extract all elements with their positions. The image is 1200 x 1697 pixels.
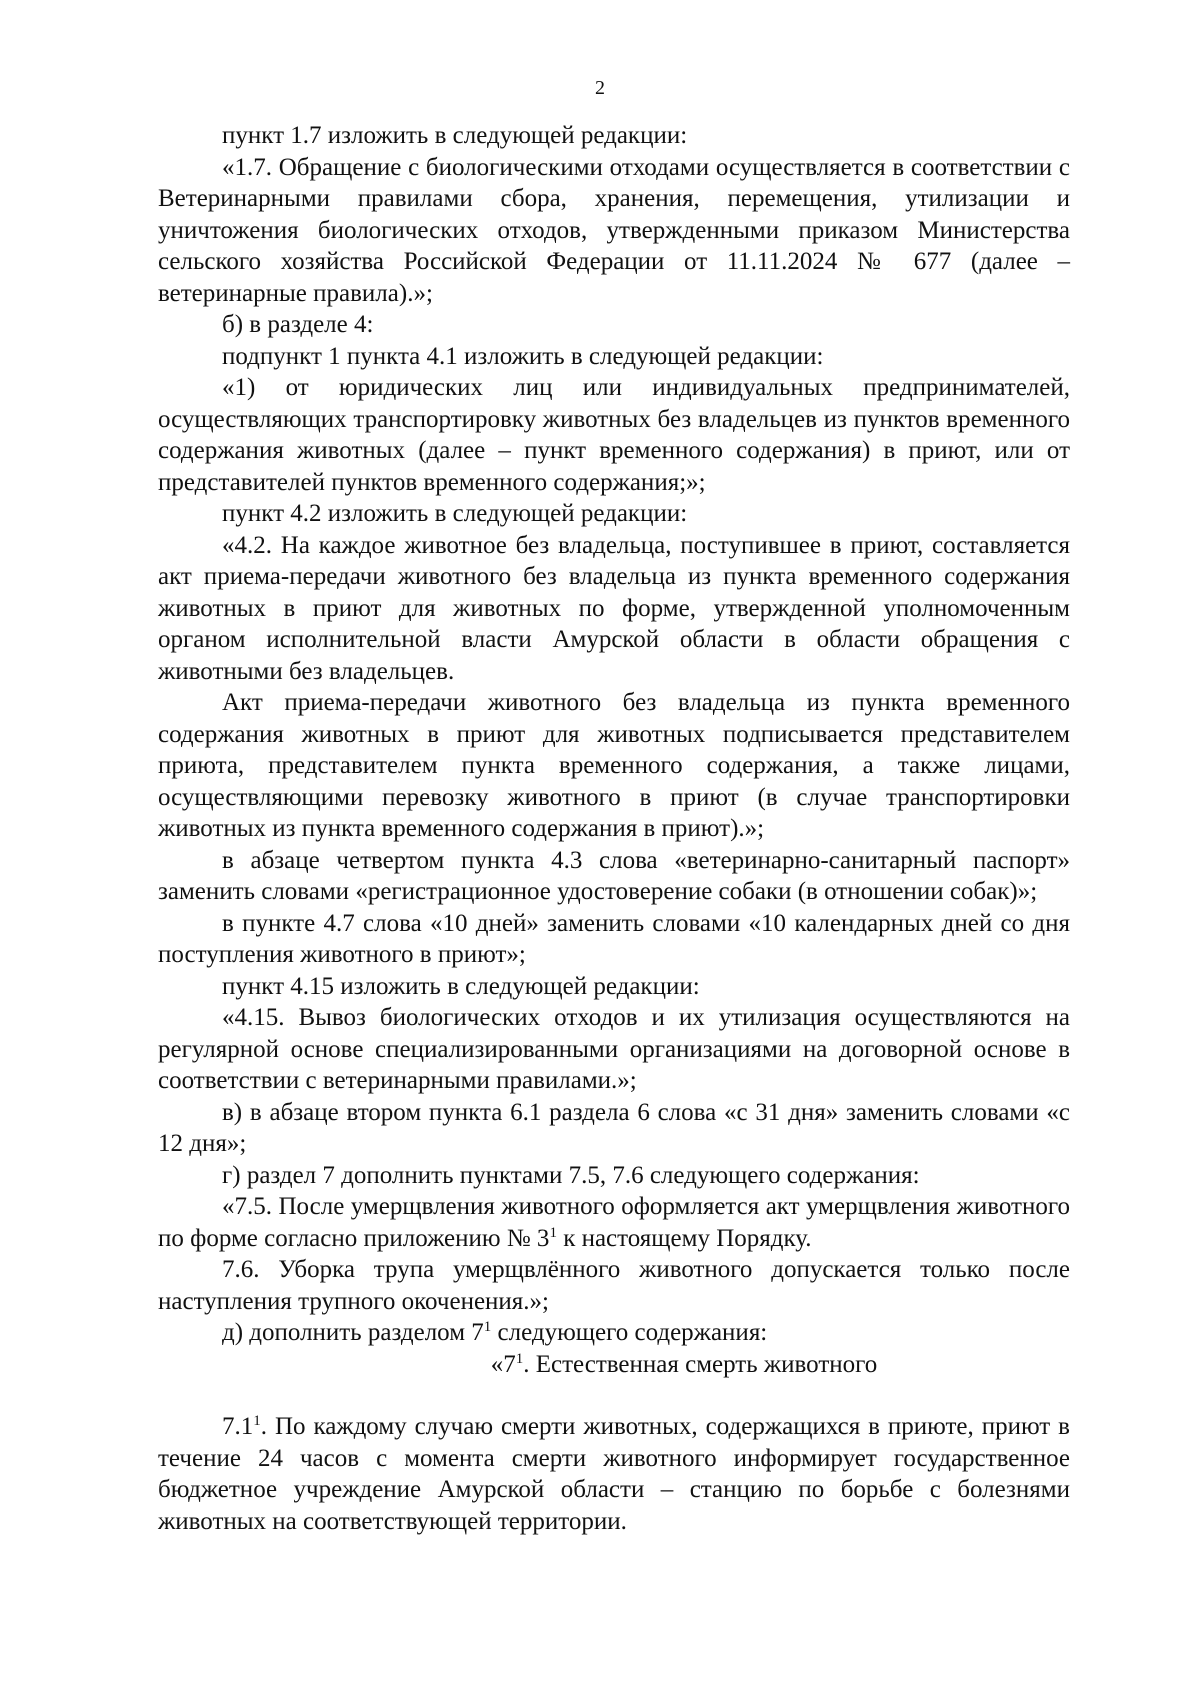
page-number: 2 [595, 77, 605, 99]
paragraph: пункт 4.2 изложить в следующей редакции: [222, 500, 688, 527]
paragraph: пункт 4.15 изложить в следующей редакции: [222, 972, 700, 1000]
paragraph-text: «7.5. После умерщвления животного оформляется акт умерщвления животного по форме согласно приложению № 3 [158, 1193, 1070, 1252]
paragraph: «1.7. Обращение с биологическими отходами осуществляется в соответствии с Ветеринарными правилами сбора, хранения, перемещения, утилизации и уничтожения биологических отходов, утвержденными приказом Министерства сельского хозяйства Российской Федерации от 11.11.2024 № 677 (далее – ветеринарные правила).»; [158, 153, 1070, 307]
paragraph: «4.2. На каждое животное без владельца, поступившее в приют, составляется акт приема-передачи животного без владельца из пункта временного содержания животных в приют для животных по форме, утвержденной уполномоченным органом исполнительной власти Амурской области в области обращения с животными без владельцев. [158, 531, 1070, 685]
paragraph: подпункт 1 пункта 4.1 изложить в следующей редакции: [222, 342, 824, 370]
paragraph: в) в абзаце втором пункта 6.1 раздела 6 слова «с 31 дня» заменить словами «с 12 дня»; [158, 1098, 1070, 1157]
paragraph [158, 1191, 1070, 1254]
paragraph-text: д) дополнить разделом 7 [222, 1319, 484, 1346]
heading-text: . Естественная смерть животного [523, 1350, 878, 1378]
superscript: 1 [483, 1319, 492, 1335]
paragraph: «1) от юридических лиц или индивидуальных предпринимателей, осуществляющих транспортировку животных без владельцев из пунктов временного содержания животных (далее – пункт временного содержания) в приют, или от представителей пунктов временного содержания;»; [158, 374, 1070, 496]
paragraph-text: 7.1 [222, 1413, 254, 1440]
superscript: 1 [253, 1413, 261, 1429]
paragraph: пункт 1.7 изложить в следующей редакции: [222, 122, 688, 149]
paragraph: г) раздел 7 дополнить пунктами 7.5, 7.6 следующего содержания: [222, 1161, 920, 1189]
paragraph [158, 1317, 1070, 1349]
paragraph: в абзаце четвертом пункта 4.3 слова «ветеринарно-санитарный паспорт» заменить словами «регистрационное удостоверение собаки (в отношении собак)»; [158, 846, 1070, 905]
paragraph [158, 1411, 1070, 1537]
paragraph-text: . По каждому случаю смерти животных, содержащихся в приюте, приют в течение 24 часов с момента смерти животного информирует государственное бюджетное учреждение Амурской области – станцию по борьбе с болезнями животных на соответствующей территории. [158, 1413, 1070, 1535]
paragraph-text: следующего содержания: [491, 1319, 768, 1346]
superscript: 1 [549, 1224, 557, 1241]
document-body [158, 120, 1070, 1537]
section-heading [158, 1349, 1070, 1381]
paragraph: в пункте 4.7 слова «10 дней» заменить словами «10 календарных дней со дня поступления животного в приют»; [158, 909, 1070, 968]
paragraph: 7.6. Уборка трупа умерщвлённого животного допускается только после наступления трупного окоченения.»; [158, 1256, 1070, 1315]
paragraph: Акт приема-передачи животного без владельца из пункта временного содержания животных в приют для животных подписывается представителем приюта, представителем пункта временного содержания, а также лицами, осуществляющими перевозку животного в приют (в случае транспортировки животных из пункта временного содержания в приют).»; [158, 689, 1070, 842]
heading-text: «7 [490, 1350, 516, 1378]
paragraph: «4.15. Вывоз биологических отходов и их утилизация осуществляются на регулярной основе специализированными организациями на договорной основе в соответствии с ветеринарными правилами.»; [158, 1004, 1070, 1094]
paragraph: б) в разделе 4: [222, 311, 374, 338]
paragraph-text: к настоящему Порядку. [556, 1224, 812, 1252]
superscript: 1 [515, 1350, 524, 1367]
